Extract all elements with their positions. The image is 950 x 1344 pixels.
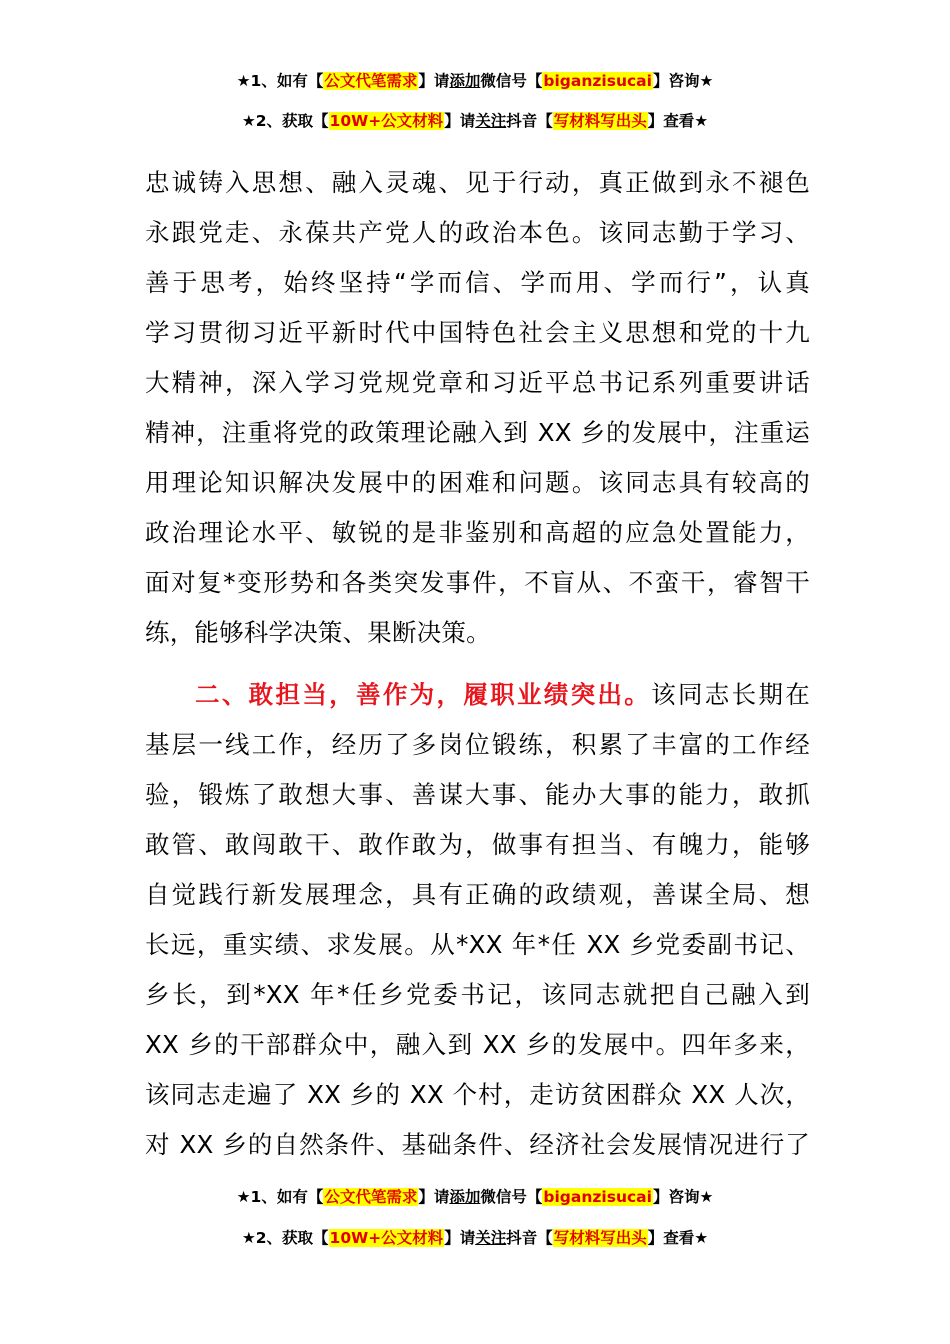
promo-text: 】请 [418,72,450,90]
promo-text: 】请 [444,112,476,130]
promo-highlight: 公文代笔需求 [324,1188,418,1206]
promo-text: 】查看★ [647,1229,709,1247]
paragraph-first-line [145,670,810,720]
promo-text: 抖音【 [506,1229,553,1247]
promo-text: ★2、获取【 [241,1229,329,1247]
text-line: 忠诚铸入思想、融入灵魂、见于行动，真正做到永不褪色 [145,168,810,197]
text-line: XX 乡的干部群众中，融入到 XX 乡的发展中。四年多来， [145,1030,810,1059]
text-line: 长远，重实绩、求发展。从*XX 年*任 XX 乡党委副书记、 [145,930,810,959]
promo-highlight: 10W+公文材料 [329,1229,444,1247]
promo-text: 】请 [418,1188,450,1206]
text-line: 面对复*变形势和各类突发事件，不盲从、不蛮干，睿智干 [145,568,810,597]
text-line: 用理论知识解决发展中的困难和问题。该同志具有较高的 [145,468,810,497]
text-line: 精神，注重将党的政策理论融入到 XX 乡的发展中，注重运 [145,418,810,447]
header-promo-line-1 [0,70,950,92]
promo-text: 】查看★ [647,112,709,130]
paragraph-2 [145,670,810,1170]
text-line: 该同志走遍了 XX 乡的 XX 个村，走访贫困群众 XX 人次， [145,1080,810,1109]
text-line: 基层一线工作，经历了多岗位锻练，积累了丰富的工作经 [145,730,810,759]
footer-promo-line-1 [0,1186,950,1208]
footer-promo-line-2 [0,1227,950,1249]
text-line: 练，能够科学决策、果断决策。 [145,618,491,647]
text-line: 政治理论水平、敏锐的是非鉴别和高超的应急处置能力， [145,518,810,547]
paragraph-1 [145,158,810,658]
promo-text: 】请 [444,1229,476,1247]
text-line: 大精神，深入学习党规党章和习近平总书记系列重要讲话 [145,368,810,397]
promo-text: 】咨询★ [652,1188,714,1206]
text-line: 对 XX 乡的自然条件、基础条件、经济社会发展情况进行了 [145,1130,810,1159]
text-line: 验，锻炼了敢想大事、善谋大事、能办大事的能力，敢抓 [145,780,810,809]
text-line: 乡长，到*XX 年*任乡党委书记，该同志就把自己融入到 [145,980,810,1009]
text-line: 自觉践行新发展理念，具有正确的政绩观，善谋全局、想 [145,880,810,909]
promo-text: 抖音【 [506,112,553,130]
promo-text: ★2、获取【 [241,112,329,130]
text-line: 敢管、敢闯敢干、敢作敢为，做事有担当、有魄力，能够 [145,830,810,859]
promo-highlight: 10W+公文材料 [329,112,444,130]
promo-highlight: biganzisucai [543,72,652,90]
text-line: 永跟党走、永葆共产党人的政治本色。该同志勤于学习、 [145,218,810,247]
section-heading: 二、敢担当，善作为，履职业绩突出。 [195,680,652,709]
text-line: 学习贯彻习近平新时代中国特色社会主义思想和党的十九 [145,318,810,347]
promo-highlight: 公文代笔需求 [324,72,418,90]
promo-underline: 添加 [449,72,481,90]
promo-text: 微信号【 [480,72,543,90]
promo-text: ★1、如有【 [236,1188,324,1206]
promo-highlight: 写材料写出头 [553,112,647,130]
promo-text: 】咨询★ [652,72,714,90]
header-promo-line-2 [0,110,950,132]
promo-highlight: biganzisucai [543,1188,652,1206]
promo-underline: 关注 [475,1229,507,1247]
text-line: 善于思考，始终坚持“学而信、学而用、学而行”，认真 [145,268,810,297]
promo-highlight: 写材料写出头 [553,1229,647,1247]
promo-underline: 添加 [449,1188,481,1206]
promo-text: ★1、如有【 [236,72,324,90]
promo-text: 微信号【 [480,1188,543,1206]
text-fragment: 该同志长期在 [651,680,810,709]
promo-underline: 关注 [475,112,507,130]
